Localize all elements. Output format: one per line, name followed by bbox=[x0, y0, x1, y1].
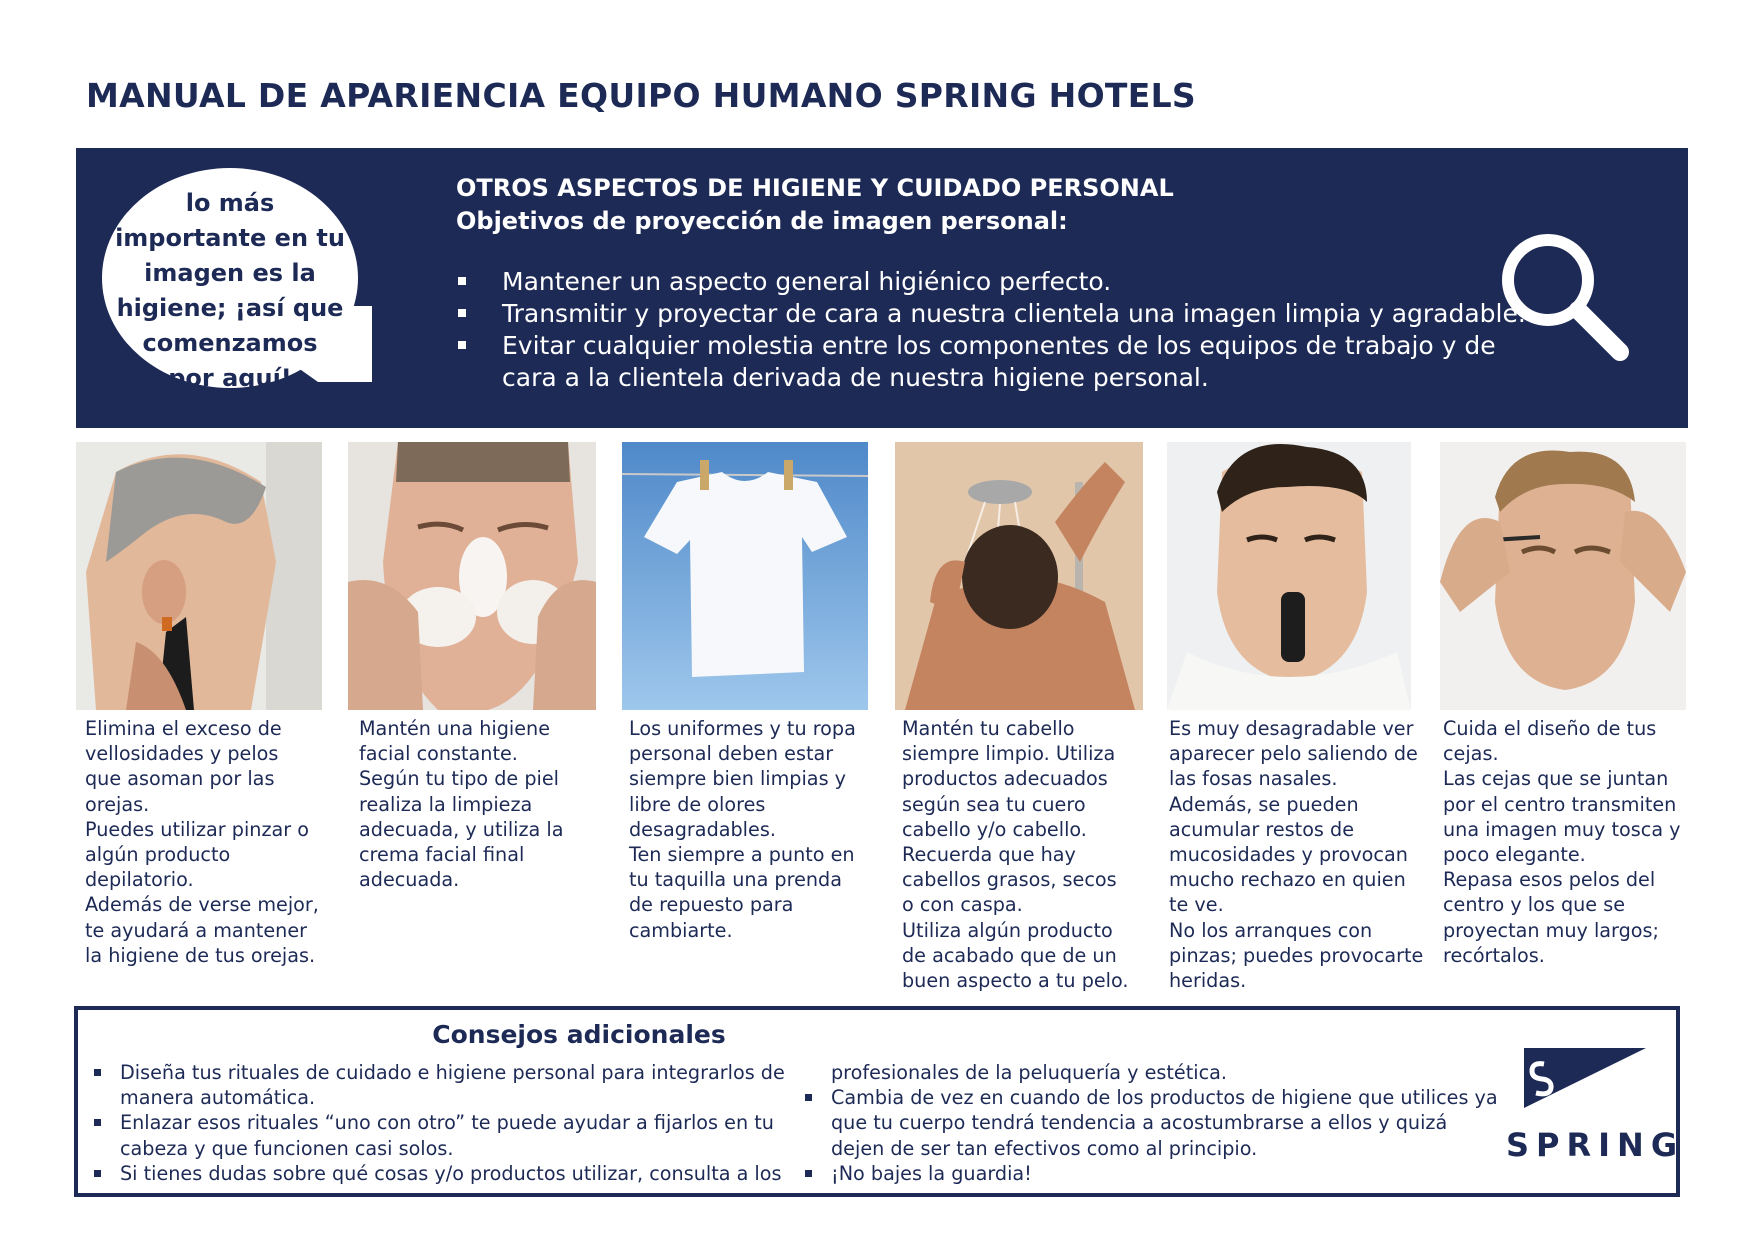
bubble-line: comenzamos bbox=[142, 329, 318, 357]
hygiene-banner bbox=[76, 148, 1688, 428]
tip-item: Cambia de vez en cuando de los productos de higiene que utilices ya que tu cuerpo tendrá tendencia a acostumbrarse a ellos y quizá dejen de ser tan efectivos como al principio. bbox=[805, 1085, 1485, 1161]
banner-heading: OTROS ASPECTOS DE HIGIENE Y CUIDADO PERSONAL bbox=[456, 174, 1174, 202]
clean-shirt-photo bbox=[622, 442, 868, 710]
objective-item: Transmitir y proyectar de cara a nuestra clientela una imagen limpia y agradable. bbox=[456, 298, 1596, 330]
bubble-line: importante en tu bbox=[115, 224, 345, 252]
bullet-square-icon bbox=[805, 1094, 812, 1101]
card-caption-face: Mantén una higiene facial constante. Según tu tipo de piel realiza la limpieza adecuada, y utiliza la crema facial final adecuada. bbox=[359, 717, 564, 892]
objective-item: Evitar cualquier molestia entre los componentes de los equipos de trabajo y de cara a la clientela derivada de nuestra higiene personal. bbox=[456, 330, 1596, 394]
bubble-line: imagen es la bbox=[144, 259, 316, 287]
bubble-line: lo más bbox=[185, 189, 275, 217]
bullet-square-icon bbox=[94, 1119, 101, 1126]
card-caption-ear: Elimina el exceso de vellosidades y pelos que asoman por las orejas. Puedes utilizar pinzar o algún producto depilatorio. Además de verse mejor, te ayudará a mantener la higiene de tus orejas. bbox=[85, 717, 319, 967]
bubble-line: por aquí! bbox=[168, 364, 292, 392]
bullet-square-icon bbox=[458, 309, 466, 317]
bullet-square-icon bbox=[458, 341, 466, 349]
spring-logo-text: SPRING bbox=[1506, 1126, 1685, 1164]
card-caption-eyebrows: Cuida el diseño de tus cejas. Las cejas que se juntan por el centro transmiten una imagen muy tosca y poco elegante. Repasa esos pelos del centro y los que se proyectan muy largos; recórtalos. bbox=[1443, 717, 1681, 967]
shower-photo bbox=[895, 442, 1143, 710]
face-wash-photo bbox=[348, 442, 596, 710]
bubble-line: higiene; ¡así que bbox=[116, 294, 344, 322]
tips-left-column bbox=[94, 1060, 794, 1186]
objective-item: Mantener un aspecto general higiénico perfecto. bbox=[456, 266, 1596, 298]
page-title: MANUAL DE APARIENCIA EQUIPO HUMANO SPRING HOTELS bbox=[86, 76, 1196, 115]
ear-trimmer-photo bbox=[76, 442, 322, 710]
additional-tips-box bbox=[74, 1006, 1685, 1197]
nose-trimmer-photo bbox=[1167, 442, 1411, 710]
magnifier-icon bbox=[1496, 228, 1636, 368]
banner-subheading: Objetivos de proyección de imagen personal: bbox=[456, 207, 1068, 235]
tips-right-column bbox=[805, 1060, 1498, 1186]
banner-heading-block bbox=[456, 172, 1174, 238]
tip-item: ¡No bajes la guardia! bbox=[805, 1161, 1485, 1186]
card-caption-nose: Es muy desagradable ver aparecer pelo saliendo de las fosas nasales. Además, se pueden acumular restos de mucosidades y provocan mucho rechazo en quien te ve. No los arranques con pinzas; puedes provocarte heridas. bbox=[1169, 717, 1424, 993]
bullet-square-icon bbox=[94, 1170, 101, 1177]
tips-title: Consejos adicionales bbox=[432, 1020, 726, 1049]
card-caption-hair: Mantén tu cabello siempre limpio. Utiliza productos adecuados según sea tu cuero cabello y/o cabello. Recuerda que hay cabellos grasos, secos o con caspa. Utiliza algún producto de acabado que de un buen aspecto a tu pelo. bbox=[902, 717, 1129, 993]
tip-item: Diseña tus rituales de cuidado e higiene personal para integrarlos de manera automática. bbox=[94, 1060, 794, 1110]
speech-bubble-text bbox=[110, 186, 350, 396]
card-caption-uniform: Los uniformes y tu ropa personal deben estar siempre bien limpias y libre de olores desagradables. Ten siempre a punto en tu taquilla una prenda de repuesto para cambiarte. bbox=[629, 717, 856, 942]
tip-item: Si tienes dudas sobre qué cosas y/o productos utilizar, consulta a los bbox=[94, 1161, 794, 1186]
tip-item-continuation: profesionales de la peluquería y estética. bbox=[831, 1061, 1227, 1084]
bullet-square-icon bbox=[94, 1069, 101, 1076]
bullet-square-icon bbox=[458, 277, 466, 285]
objectives-list bbox=[456, 266, 1596, 394]
eyebrow-tweezer-photo bbox=[1440, 442, 1686, 710]
spring-logo bbox=[1496, 1046, 1685, 1164]
tip-item: Enlazar esos rituales “uno con otro” te puede ayudar a fijarlos en tu cabeza y que funcionen casi solos. bbox=[94, 1110, 794, 1160]
bullet-square-icon bbox=[805, 1170, 812, 1177]
